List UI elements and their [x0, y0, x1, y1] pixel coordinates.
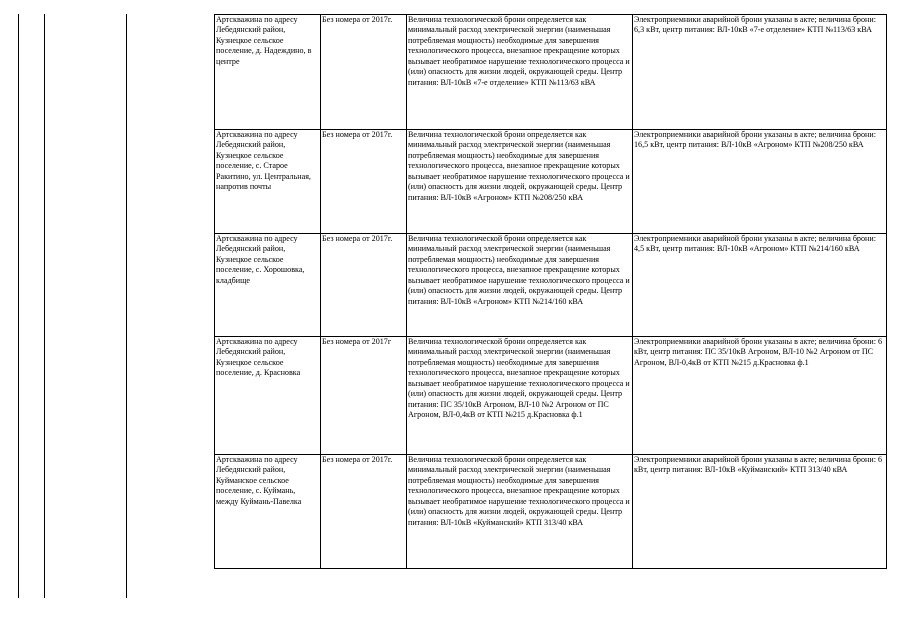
act-cell: Без номера от 2017г. — [321, 455, 407, 569]
left-column-rule — [44, 14, 45, 598]
act-cell: Без номера от 2017г. — [321, 15, 407, 130]
left-column-rule — [126, 14, 127, 598]
reason-cell: Величина технологической брони определяется как минимальный расход электрической энергии (наименьшая потребляемая мощность) необходимые для завершения технологического процесса, внезапное прекращение которых вызывает необратимое нарушение технологического процесса и (или) опасность для жизни людей, окружающей среды. Центр питания: ПС 35/10кВ Агроном, ВЛ-10 №2 Агроном от ПС Агроном, ВЛ-0,4кВ от КТП №215 д.Красновка ф.1 — [407, 337, 633, 455]
reason-cell: Величина технологической брони определяется как минимальный расход электрической энергии (наименьшая потребляемая мощность) необходимые для завершения технологического процесса, внезапное прекращение которых вызывает необратимое нарушение технологического процесса и (или) опасность для жизни людей, окружающей среды. Центр питания: ВЛ-10кВ «7-е отделение» КТП №113/63 кВА — [407, 15, 633, 130]
object-cell: Артскважина по адресу Лебедянский район, Куйманское сельское поселение, с. Куймань, между Куймань-Павелка — [215, 455, 321, 569]
act-cell: Без номера от 2017г. — [321, 130, 407, 234]
details-cell: Электроприемники аварийной брони указаны в акте; величина брони: 6 кВт, центр питания: ВЛ-10кВ «Куйманский» КТП 313/40 кВА — [633, 455, 887, 569]
left-column-rule — [18, 14, 19, 598]
details-cell: Электроприемники аварийной брони указаны в акте; величина брони: 4,5 кВт, центр питания: ВЛ-10кВ «Агроном» КТП №214/160 кВА — [633, 234, 887, 337]
reason-cell: Величина технологической брони определяется как минимальный расход электрической энергии (наименьшая потребляемая мощность) необходимые для завершения технологического процесса, внезапное прекращение которых вызывает необратимое нарушение технологического процесса и (или) опасность для жизни людей, окружающей среды. Центр питания: ВЛ-10кВ «Агроном» КТП №214/160 кВА — [407, 234, 633, 337]
act-cell: Без номера от 2017г. — [321, 234, 407, 337]
table-row — [215, 455, 887, 569]
table-row — [215, 234, 887, 337]
object-cell: Артскважина по адресу Лебедянский район, Кузнецкое сельское поселение, с. Старое Ракитино, ул. Центральная, напротив почты — [215, 130, 321, 234]
object-cell: Артскважина по адресу Лебедянский район, Кузнецкое сельское поселение, с. Хорошовка, кладбище — [215, 234, 321, 337]
object-cell: Артскважина по адресу Лебедянский район, Кузнецкое сельское поселение, д. Красновка — [215, 337, 321, 455]
table-row — [215, 130, 887, 234]
table-row — [215, 337, 887, 455]
reason-cell: Величина технологической брони определяется как минимальный расход электрической энергии (наименьшая потребляемая мощность) необходимые для завершения технологического процесса, внезапное прекращение которых вызывает необратимое нарушение технологического процесса и (или) опасность для жизни людей, окружающей среды. Центр питания: ВЛ-10кВ «Агроном» КТП №208/250 кВА — [407, 130, 633, 234]
details-cell: Электроприемники аварийной брони указаны в акте; величина брони: 16,5 кВт, центр питания: ВЛ-10кВ «Агроном» КТП №208/250 кВА — [633, 130, 887, 234]
act-cell: Без номера от 2017г — [321, 337, 407, 455]
reservation-table — [214, 14, 887, 569]
object-cell: Артскважина по адресу Лебедянский район, Кузнецкое сельское поселение, д. Надеждино, в центре — [215, 15, 321, 130]
details-cell: Электроприемники аварийной брони указаны в акте; величина брони: 6 кВт, центр питания: ПС 35/10кВ Агроном, ВЛ-10 №2 Агроном от ПС Агроном, ВЛ-0,4кВ от КТП №215 д.Красновка ф.1 — [633, 337, 887, 455]
details-cell: Электроприемники аварийной брони указаны в акте; величина брони: 6,3 кВт, центр питания: ВЛ-10кВ «7-е отделение» КТП №113/63 кВА — [633, 15, 887, 130]
reservation-table-grid — [214, 14, 887, 569]
reason-cell: Величина технологической брони определяется как минимальный расход электрической энергии (наименьшая потребляемая мощность) необходимые для завершения технологического процесса, внезапное прекращение которых вызывает необратимое нарушение технологического процесса и (или) опасность для жизни людей, окружающей среды. Центр питания: ВЛ-10кВ «Куйманский» КТП 313/40 кВА — [407, 455, 633, 569]
table-row — [215, 15, 887, 130]
